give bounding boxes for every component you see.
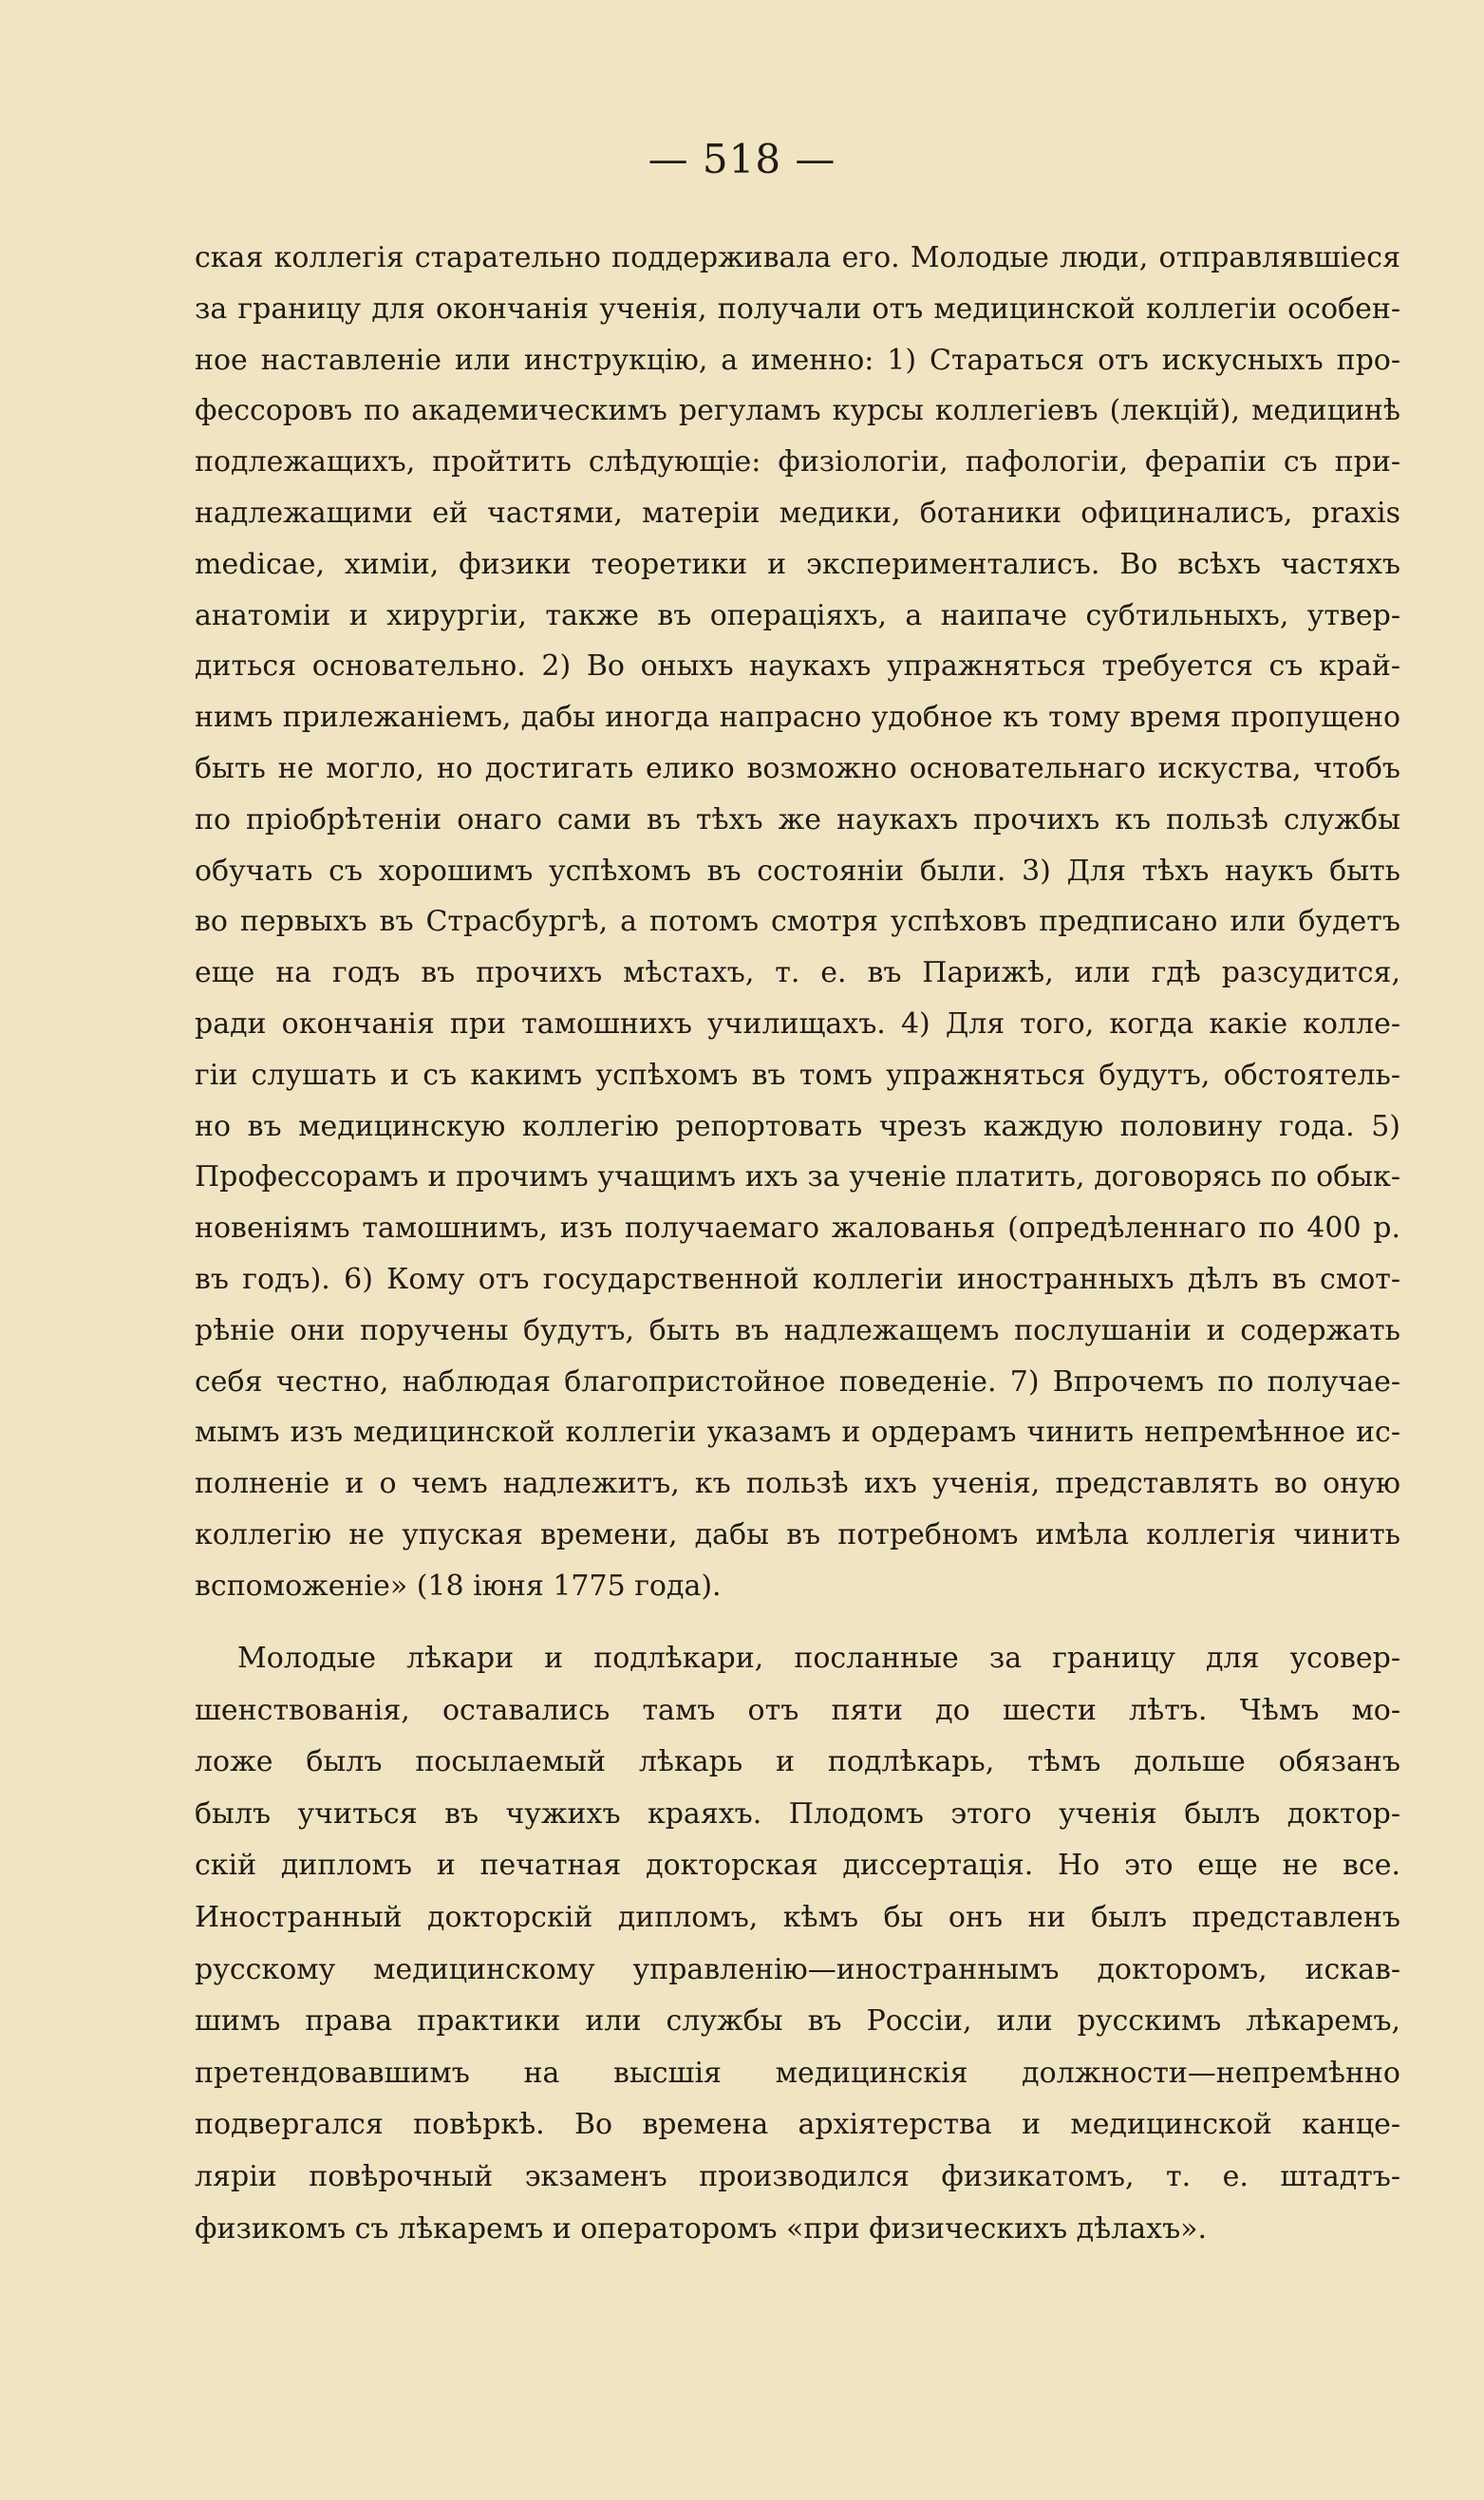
text-line: мымъ изъ медицинской коллегіи указамъ и ордерамъ чинить непремѣнное ис-	[195, 1416, 1400, 1450]
text-line: обучать съ хорошимъ успѣхомъ въ состояніи были. 3) Для тѣхъ наукъ быть	[195, 854, 1400, 888]
text-line: былъ учиться въ чужихъ краяхъ. Плодомъ этого ученія былъ доктор-	[195, 1796, 1400, 1831]
text-line: фессоровъ по академическимъ регуламъ курсы коллегіевъ (лекцій), медицинѣ	[195, 394, 1400, 428]
text-line: шенствованія, оставались тамъ отъ пяти до шести лѣтъ. Чѣмъ мо-	[195, 1693, 1400, 1727]
text-line: быть не могло, но достигать елико возможно основательнаго искуства, чтобъ	[195, 751, 1400, 785]
text-line: вспоможеніе» (18 іюня 1775 года).	[195, 1569, 722, 1603]
paragraph-2	[195, 1633, 1400, 2255]
text-line: ская коллегія старательно поддерживала его. Молодые люди, отправлявшіеся	[195, 241, 1400, 274]
text-line: еще на годъ въ прочихъ мѣстахъ, т. е. въ Парижѣ, или гдѣ разсудится,	[195, 956, 1400, 990]
text-line: подвергался повѣркѣ. Во времена архіятерства и медицинской канце-	[195, 2108, 1400, 2142]
text-line: надлежащими ей частями, матеріи медики, ботаники официналисъ, praxis	[195, 496, 1400, 530]
text-line: но въ медицинскую коллегію репортовать чрезъ каждую половину года. 5)	[195, 1109, 1400, 1143]
text-line: рѣніе они поручены будутъ, быть въ надлежащемъ послушаніи и содержать	[195, 1313, 1400, 1347]
paragraph-1	[195, 233, 1400, 1612]
text-line: ное наставленіе или инструкцію, а именно: 1) Стараться отъ искусныхъ про-	[195, 343, 1400, 377]
page-number: — 518 —	[648, 136, 836, 182]
text-line: ляріи повѣрочный экзаменъ производился физикатомъ, т. е. штадтъ-	[195, 2159, 1400, 2193]
text-line: ради окончанія при тамошнихъ училищахъ. 4) Для того, когда какіе колле-	[195, 1006, 1400, 1041]
text-line: Молодые лѣкари и подлѣкари, посланные за границу для усовер-	[237, 1642, 1400, 1675]
text-line: физикомъ съ лѣкаремъ и операторомъ «при физическихъ дѣлахъ».	[195, 2211, 1208, 2246]
text-line: гіи слушать и съ какимъ успѣхомъ въ томъ упражняться будутъ, обстоятель-	[195, 1058, 1400, 1092]
text-line: анатоміи и хирургіи, также въ операціяхъ, а наипаче субтильныхъ, утвер-	[195, 598, 1400, 632]
text-line: себя честно, наблюдая благопристойное поведеніе. 7) Впрочемъ по получае-	[195, 1364, 1400, 1399]
text-line: полненіе и о чемъ надлежитъ, къ пользѣ ихъ ученія, представлять во оную	[195, 1467, 1400, 1501]
text-line: скій дипломъ и печатная докторская диссертація. Но это еще не все.	[195, 1849, 1400, 1883]
text-line: претендовавшимъ на высшія медицинскія должности—непремѣнно	[195, 2056, 1400, 2090]
text-line: за границу для окончанія ученія, получали отъ медицинской коллегіи особен-	[195, 291, 1400, 326]
text-line: нимъ прилежаніемъ, дабы иногда напрасно удобное къ тому время пропущено	[195, 701, 1400, 735]
text-line: medicae, химіи, физики теоретики и эксперименталисъ. Во всѣхъ частяхъ	[195, 547, 1400, 581]
text-line: по пріобрѣтеніи онаго сами въ тѣхъ же наукахъ прочихъ къ пользѣ службы	[195, 802, 1400, 836]
text-line: русскому медицинскому управленію—иностраннымъ докторомъ, искав-	[195, 1952, 1400, 1986]
text-line: новеніямъ тамошнимъ, изъ получаемаго жалованья (опредѣленнаго по 400 р.	[195, 1212, 1400, 1246]
text-line: диться основательно. 2) Во оныхъ наукахъ упражняться требуется съ край-	[195, 649, 1400, 684]
text-line: въ годъ). 6) Кому отъ государственной коллегіи иностранныхъ дѣлъ въ смот-	[195, 1262, 1400, 1296]
text-line: Профессорамъ и прочимъ учащимъ ихъ за ученіе платить, договорясь по обык-	[195, 1160, 1400, 1194]
text-line: подлежащихъ, пройтить слѣдующіе: физіологіи, пафологіи, ферапіи съ при-	[195, 445, 1400, 479]
text-line: Иностранный докторскій дипломъ, кѣмъ бы онъ ни былъ представленъ	[195, 1900, 1400, 1934]
text-line: шимъ права практики или службы въ Россіи, или русскимъ лѣкаремъ,	[195, 2004, 1400, 2039]
text-line: во первыхъ въ Страсбургѣ, а потомъ смотря успѣховъ предписано или будетъ	[195, 905, 1400, 939]
text-line: ложе былъ посылаемый лѣкарь и подлѣкарь, тѣмъ дольше обязанъ	[195, 1745, 1400, 1779]
text-line: коллегію не упуская времени, дабы въ потребномъ имѣла коллегія чинить	[195, 1517, 1400, 1551]
